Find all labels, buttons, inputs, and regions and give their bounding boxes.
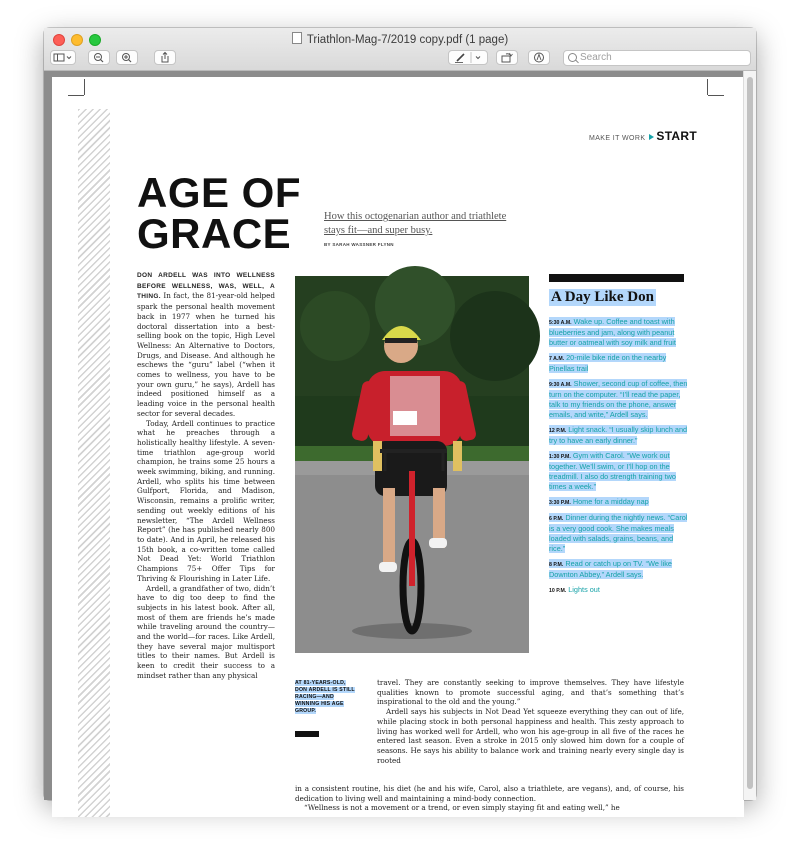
schedule-time: 5:30 A.M. bbox=[549, 320, 572, 326]
schedule-time: 9:30 A.M. bbox=[549, 382, 572, 388]
schedule-entry bbox=[549, 317, 689, 348]
schedule-text: Shower, second cup of coffee, then turn on the computer. “I’ll read the paper, talk to my friends on the phone, answer emails, and write,” Ardell says. bbox=[549, 379, 688, 419]
schedule-entry bbox=[549, 425, 689, 446]
rotate-button[interactable] bbox=[496, 50, 518, 65]
schedule-entry-text-wrap bbox=[549, 353, 666, 373]
schedule-text: 20-mile bike ride on the nearby Pinellas trail bbox=[549, 353, 667, 373]
share-button[interactable] bbox=[154, 50, 176, 65]
schedule-time: 1:30 P.M. bbox=[549, 454, 571, 460]
schedule-entry-text-wrap bbox=[549, 425, 687, 445]
zoom-in-button[interactable] bbox=[116, 50, 138, 65]
headline-line: AGE OF bbox=[137, 169, 302, 216]
schedule-text: Gym with Carol. “We work out together. We’ll swim, or I’ll hop on the treadmill. I also do strength training two times a week.” bbox=[549, 451, 676, 491]
share-icon bbox=[155, 51, 175, 64]
sidebar-icon bbox=[51, 51, 75, 64]
zoom-out-button[interactable] bbox=[88, 50, 110, 65]
sidebar-schedule bbox=[549, 317, 689, 601]
body-paragraph: Today, Ardell continues to practice what he preaches through a holistically healthy lifestyle. A seven-time triathlon age-group world champion, he trains some 25 hours a week swimming, biking, and running. Ardell, who splits his time between Gulfport, Florida, and Madison, Wisconsin, remains a prolific writer, sending out weekly editions of his newsletter, “The Ardell Wellness Report” (he has published nearly 800 to date). And in April, he released his 15th book, a co-written tome called Not Dead Yet: World Triathlon Champions 75+ Offer Tips for Thriving & Flourishing in Later Life. bbox=[137, 418, 275, 583]
rotate-icon bbox=[497, 51, 517, 64]
body-paragraph: Ardell, a grandfather of two, didn’t have to dig too deep to find the subjects in his latest book. After all, most of them are friends he’s made while traveling around the country—and the world—for races. Like Ardell, they have several major multisport titles to their names. But Ardell is keen to credit their success to a mindset rather than any physical bbox=[137, 583, 275, 680]
title-bar[interactable] bbox=[44, 28, 756, 71]
pen-icon bbox=[449, 51, 487, 64]
body-column-right bbox=[377, 678, 684, 765]
schedule-entry bbox=[549, 585, 689, 596]
search-icon bbox=[568, 53, 577, 62]
schedule-text: Light snack. “I usually skip lunch and try to have an early dinner.” bbox=[549, 425, 688, 445]
schedule-entry-text-wrap bbox=[549, 451, 676, 491]
schedule-text: Dinner during the nightly news. “Carol is a very good cook. She makes meals loaded with salads, grains, beans, and rice.” bbox=[549, 513, 688, 553]
crop-mark bbox=[84, 79, 85, 95]
schedule-entry bbox=[549, 451, 689, 492]
schedule-entry bbox=[549, 379, 689, 420]
sidebar-toggle-button[interactable] bbox=[50, 50, 76, 65]
section-header bbox=[589, 129, 697, 143]
body-paragraph: “Wellness is not a movement or a trend, or even simply staying fit and eating well,” he bbox=[304, 803, 620, 813]
body-paragraph: Ardell says his subjects in Not Dead Yet squeeze everything they can out of life, while placing stock in both personal happiness and health. This zesty approach to living has worked well for Ardell, who won his age-group in all five of the races he entered last season. Even a stroke in 2015 only slowed him down for a couple of seasons. He says his ability to balance work and training nearly every single day is rooted bbox=[377, 707, 684, 765]
schedule-entry-text-wrap bbox=[549, 379, 687, 419]
scrollbar-thumb[interactable] bbox=[747, 77, 753, 789]
schedule-text: Home for a midday nap bbox=[572, 497, 649, 506]
zoom-in-icon bbox=[117, 51, 137, 64]
schedule-text: Read or catch up on TV. “We like Downton Abbey,” Ardell says. bbox=[549, 559, 672, 579]
schedule-entry-text-wrap bbox=[549, 513, 687, 553]
pdf-document-icon bbox=[292, 32, 302, 44]
caption-text: AT 81-YEARS-OLD, DON ARDELL IS STILL RACING—AND WINNING HIS AGE GROUP. bbox=[295, 680, 355, 714]
pdf-page bbox=[52, 77, 744, 817]
crop-mark bbox=[68, 95, 84, 96]
lead-in: DON ARDELL WAS INTO WELLNESS BEFORE WELLNESS, WAS, WELL, A THING. bbox=[137, 272, 275, 301]
section-tag: START bbox=[656, 129, 697, 143]
schedule-time: 12 P.M. bbox=[549, 428, 567, 434]
schedule-entry-text-wrap bbox=[549, 317, 676, 347]
cyclist-photo-graphic bbox=[295, 276, 529, 653]
page-gutter-hatch bbox=[78, 109, 110, 817]
search-field[interactable] bbox=[563, 50, 751, 66]
body-column-left bbox=[137, 270, 275, 681]
schedule-text: Wake up. Coffee and toast with blueberries and jam, along with peanut butter or oatmeal with soy milk and fruit bbox=[549, 317, 676, 347]
caption-rule bbox=[295, 731, 319, 737]
byline: BY SARAH WASSNER FLYNN bbox=[324, 242, 394, 247]
schedule-entry bbox=[549, 513, 689, 554]
window-title-wrap bbox=[44, 32, 756, 46]
preview-window bbox=[44, 28, 756, 813]
schedule-entry bbox=[549, 353, 689, 374]
markup-icon bbox=[529, 51, 549, 64]
body-paragraph: travel. They are constantly seeking to improve themselves. They have lifestyle qualities known to promote successful aging, and that’s something that’s inspirational to the old and the young.” bbox=[377, 678, 684, 707]
headline-line: GRACE bbox=[137, 210, 292, 257]
crop-mark bbox=[707, 79, 708, 95]
schedule-text: Lights out bbox=[568, 585, 600, 594]
paragraph-text: In fact, the 81-year-old helped spark the personal health movement back in 1977 when he turned his doctoral dissertation into a best-selling book on the topic, High Level Wellness: An Alternative to Doctors, Drugs, and Disease. And although he eschews the “guru” label (“when it comes to wellness, you have to be your own guru,” he says), Ardell has indeed positioned himself as a leading voice in the personal health sector for several decades. bbox=[137, 291, 275, 418]
schedule-entry-text-wrap bbox=[549, 497, 649, 506]
body-wide-column bbox=[295, 784, 684, 813]
photo-caption bbox=[295, 680, 355, 715]
chevron-icon bbox=[649, 134, 654, 140]
schedule-time: 7 A.M. bbox=[549, 356, 565, 362]
schedule-entry bbox=[549, 559, 689, 580]
sidebar-rule bbox=[549, 274, 684, 282]
window-title: Triathlon-Mag-7/2019 copy.pdf (1 page) bbox=[306, 34, 509, 46]
schedule-time: 10 P.M. bbox=[549, 588, 567, 594]
schedule-entry-text-wrap bbox=[549, 559, 672, 579]
crop-mark bbox=[708, 95, 724, 96]
cyclist-photo bbox=[295, 276, 529, 653]
deck: How this octogenarian author and triathlete stays fit—and super busy. bbox=[324, 211, 507, 236]
schedule-time: 6 P.M. bbox=[549, 516, 564, 522]
schedule-time: 8 P.M. bbox=[549, 562, 564, 568]
sidebar-title: A Day Like Don bbox=[551, 289, 654, 305]
vertical-scrollbar[interactable] bbox=[743, 71, 756, 800]
document-viewer[interactable] bbox=[44, 71, 756, 813]
annotate-button[interactable] bbox=[528, 50, 550, 65]
zoom-out-icon bbox=[89, 51, 109, 64]
headline bbox=[137, 169, 302, 257]
section-label: MAKE IT WORK bbox=[588, 135, 646, 142]
search-placeholder: Search bbox=[580, 52, 612, 63]
body-paragraph: in a consistent routine, his diet (he and his wife, Carol, also a triathlete, are vegans), and, of course, his dedication to living well and maintaining a mind-body connection. bbox=[295, 784, 684, 803]
schedule-entry bbox=[549, 497, 689, 508]
schedule-time: 3:30 P.M. bbox=[549, 500, 571, 506]
body-paragraph bbox=[137, 270, 275, 419]
markup-pen-button[interactable] bbox=[448, 50, 488, 65]
